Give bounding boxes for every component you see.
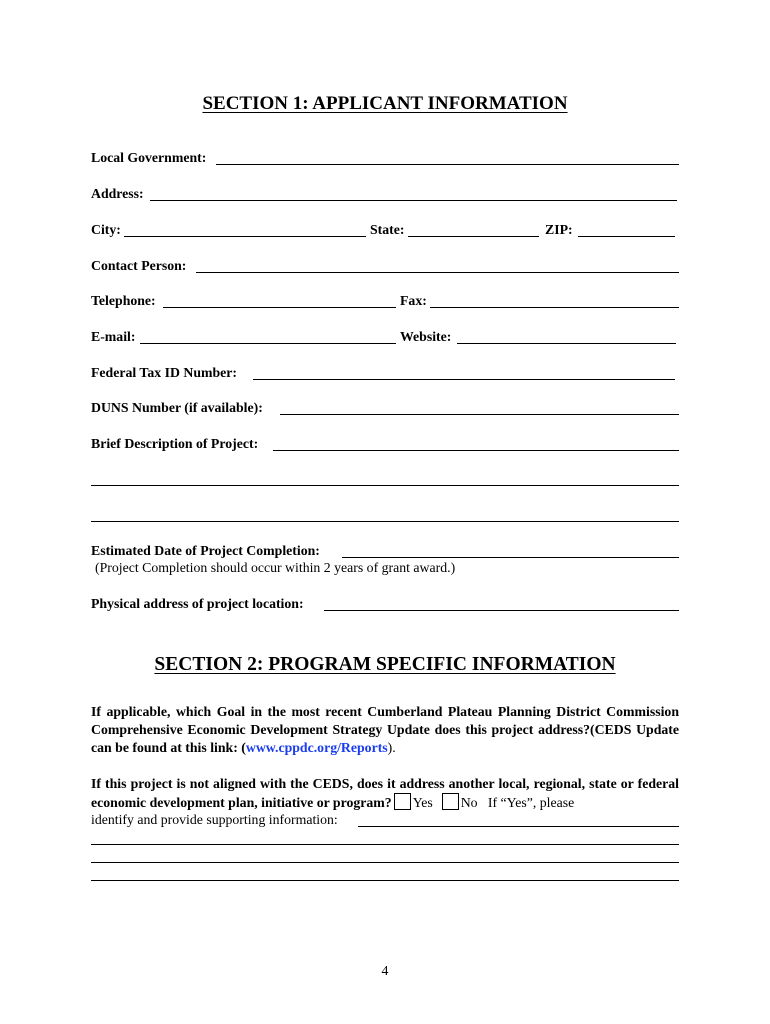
- state-label: State:: [370, 222, 405, 237]
- city-label: City:: [91, 222, 121, 237]
- fax-field[interactable]: [430, 307, 679, 308]
- contact-person-label: Contact Person:: [91, 258, 187, 273]
- ceds-link[interactable]: www.cppdc.org/Reports: [245, 740, 388, 755]
- alignment-question: [91, 775, 679, 812]
- local-government-field[interactable]: [216, 164, 679, 165]
- identify-line-2[interactable]: [91, 844, 679, 845]
- brief-description-label: Brief Description of Project:: [91, 436, 259, 451]
- address-label: Address:: [91, 186, 144, 201]
- contact-person-field[interactable]: [196, 272, 679, 273]
- goal-question: [91, 703, 679, 757]
- section-1-title: SECTION 1: APPLICANT INFORMATION: [202, 93, 568, 114]
- brief-description-field[interactable]: [273, 450, 679, 451]
- goal-question-text: If applicable, which Goal in the most recent Cumberland Plateau Planning District Commission Comprehensive Economic Development Strategy Update does this project address?(CEDS Update can be found at this link: (: [91, 704, 679, 755]
- city-field[interactable]: [124, 236, 366, 237]
- email-field[interactable]: [140, 343, 396, 344]
- yes-label: Yes: [412, 795, 433, 810]
- duns-label: DUNS Number (if available):: [91, 400, 263, 415]
- completion-note: (Project Completion should occur within 2 years of grant award.): [95, 560, 456, 575]
- zip-label: ZIP:: [545, 222, 573, 237]
- physical-address-label: Physical address of project location:: [91, 596, 304, 611]
- identify-field[interactable]: [358, 826, 679, 827]
- no-checkbox[interactable]: [442, 793, 459, 810]
- if-yes-text: If “Yes”, please: [487, 795, 575, 810]
- yes-checkbox[interactable]: [394, 793, 411, 810]
- fax-label: Fax:: [400, 293, 427, 308]
- identify-line-3[interactable]: [91, 862, 679, 863]
- telephone-field[interactable]: [163, 307, 396, 308]
- email-label: E-mail:: [91, 329, 136, 344]
- website-field[interactable]: [457, 343, 676, 344]
- state-field[interactable]: [408, 236, 539, 237]
- duns-field[interactable]: [280, 414, 679, 415]
- identify-label: identify and provide supporting information:: [91, 812, 338, 827]
- telephone-label: Telephone:: [91, 293, 156, 308]
- federal-tax-id-label: Federal Tax ID Number:: [91, 365, 238, 380]
- identify-line-4[interactable]: [91, 880, 679, 881]
- goal-question-suffix: ).: [387, 740, 396, 755]
- federal-tax-id-field[interactable]: [253, 379, 675, 380]
- estimated-date-field[interactable]: [342, 557, 679, 558]
- physical-address-field[interactable]: [324, 610, 679, 611]
- estimated-date-label: Estimated Date of Project Completion:: [91, 543, 320, 558]
- brief-description-line-2[interactable]: [91, 485, 679, 486]
- local-government-label: Local Government:: [91, 150, 207, 165]
- alignment-question-text: If this project is not aligned with the CEDS, does it address another local, regional, state or federal economic development plan, initiative or program?: [91, 776, 679, 810]
- address-field[interactable]: [150, 200, 677, 201]
- website-label: Website:: [400, 329, 452, 344]
- zip-field[interactable]: [578, 236, 675, 237]
- no-label: No: [460, 795, 478, 810]
- brief-description-line-3[interactable]: [91, 521, 679, 522]
- section-2-title: SECTION 2: PROGRAM SPECIFIC INFORMATION: [154, 654, 616, 675]
- page-number: 4: [381, 963, 389, 978]
